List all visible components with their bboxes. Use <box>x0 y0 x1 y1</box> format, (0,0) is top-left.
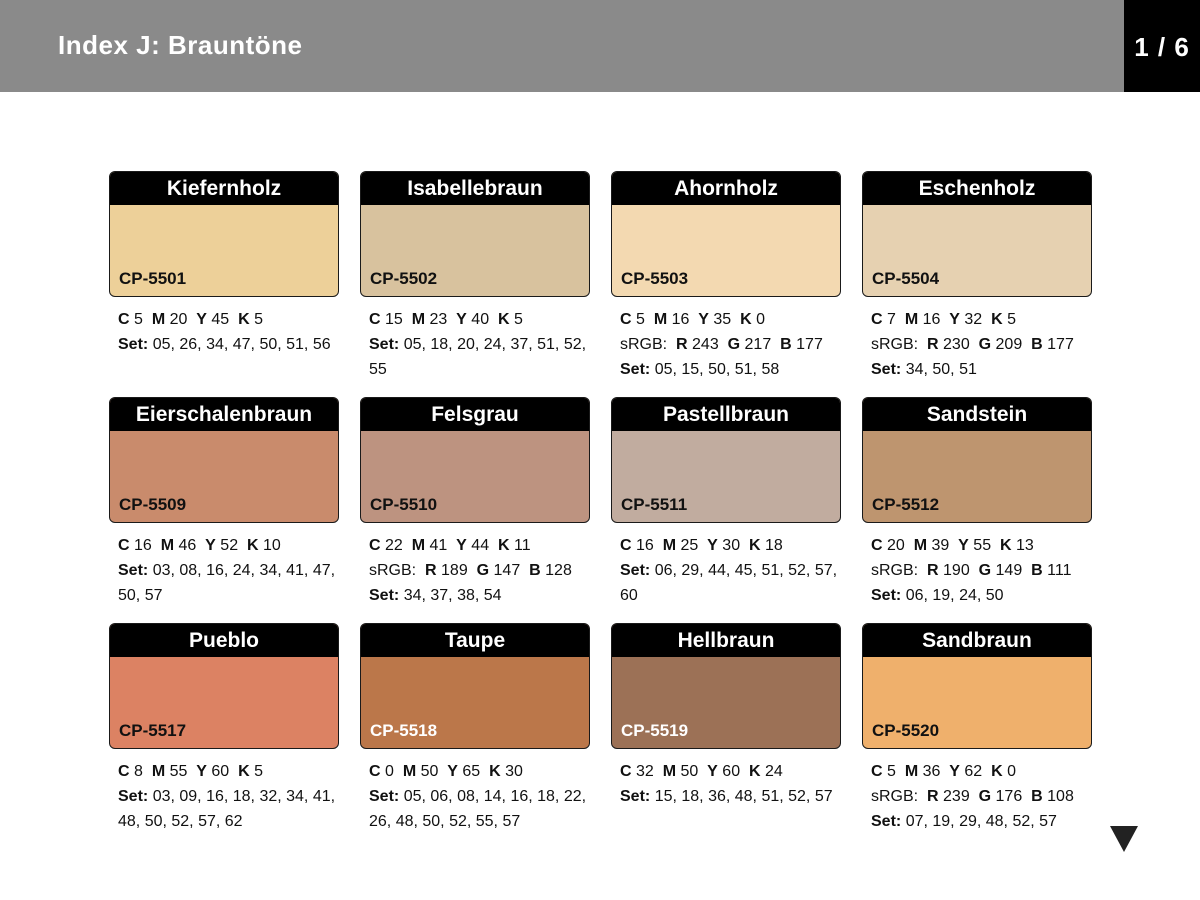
color-swatch <box>109 623 339 749</box>
color-info <box>360 759 591 834</box>
color-swatch <box>611 397 841 523</box>
color-card <box>109 397 339 608</box>
set-line: Set: 05, 15, 50, 51, 58 <box>620 361 780 378</box>
color-code: CP-5510 <box>370 495 438 514</box>
cmyk-line: C 5 M 20 Y 45 K 5 <box>118 311 264 328</box>
color-code: CP-5518 <box>370 721 438 740</box>
color-code: CP-5511 <box>621 495 688 514</box>
color-swatch <box>862 171 1092 297</box>
srgb-line: sRGB: R 189 G 147 B 128 <box>369 562 572 579</box>
color-swatch <box>360 171 590 297</box>
color-info <box>109 533 340 608</box>
color-name: Felsgrau <box>361 398 589 431</box>
cmyk-line: C 22 M 41 Y 44 K 11 <box>369 537 531 554</box>
set-line: Set: 03, 09, 16, 18, 32, 34, 41, 48, 50, 52, 57, 62 <box>118 788 336 830</box>
color-card <box>862 397 1092 608</box>
color-code: CP-5502 <box>370 269 438 288</box>
cmyk-line: C 7 M 16 Y 32 K 5 <box>871 311 1017 328</box>
set-line: Set: 05, 18, 20, 24, 37, 51, 52, 55 <box>369 336 587 378</box>
color-card <box>611 397 841 608</box>
color-name: Taupe <box>361 624 589 657</box>
color-code: CP-5520 <box>872 721 940 740</box>
color-name: Sandstein <box>863 398 1091 431</box>
color-info <box>360 307 591 382</box>
srgb-line: sRGB: R 230 G 209 B 177 <box>871 336 1074 353</box>
color-code: CP-5517 <box>119 721 187 740</box>
color-info <box>862 307 1093 382</box>
color-info <box>862 759 1093 834</box>
color-name: Isabellebraun <box>361 172 589 205</box>
color-code: CP-5509 <box>119 495 187 514</box>
color-swatch <box>862 623 1092 749</box>
srgb-line: sRGB: R 243 G 217 B 177 <box>620 336 823 353</box>
set-line: Set: 34, 37, 38, 54 <box>369 587 502 604</box>
cmyk-line: C 0 M 50 Y 65 K 30 <box>369 763 523 780</box>
color-swatch <box>360 397 590 523</box>
color-card <box>611 171 841 382</box>
cmyk-line: C 16 M 25 Y 30 K 18 <box>620 537 783 554</box>
color-swatch <box>360 623 590 749</box>
color-info <box>360 533 591 608</box>
color-swatch <box>109 171 339 297</box>
color-card <box>611 623 841 809</box>
color-name: Ahornholz <box>612 172 840 205</box>
set-line: Set: 06, 19, 24, 50 <box>871 587 1004 604</box>
color-code: CP-5519 <box>621 721 689 740</box>
color-info <box>611 533 842 608</box>
cmyk-line: C 8 M 55 Y 60 K 5 <box>118 763 264 780</box>
cmyk-line: C 16 M 46 Y 52 K 10 <box>118 537 281 554</box>
color-swatch <box>611 171 841 297</box>
set-line: Set: 05, 26, 34, 47, 50, 51, 56 <box>118 336 331 353</box>
cmyk-line: C 20 M 39 Y 55 K 13 <box>871 537 1034 554</box>
srgb-line: sRGB: R 239 G 176 B 108 <box>871 788 1074 805</box>
set-line: Set: 05, 06, 08, 14, 16, 18, 22, 26, 48, 50, 52, 55, 57 <box>369 788 587 830</box>
color-card <box>109 171 339 357</box>
color-card <box>360 171 590 382</box>
color-code: CP-5512 <box>872 495 940 514</box>
set-line: Set: 34, 50, 51 <box>871 361 977 378</box>
color-card <box>862 623 1092 834</box>
color-name: Pueblo <box>110 624 338 657</box>
page-title: Index J: Brauntöne <box>58 30 303 60</box>
color-info <box>611 759 842 809</box>
color-swatch <box>611 623 841 749</box>
set-line: Set: 03, 08, 16, 24, 34, 41, 47, 50, 57 <box>118 562 336 604</box>
set-line: Set: 15, 18, 36, 48, 51, 52, 57 <box>620 788 833 805</box>
srgb-line: sRGB: R 190 G 149 B 111 <box>871 562 1072 579</box>
color-swatch <box>862 397 1092 523</box>
next-page-arrow-icon[interactable] <box>1110 826 1138 852</box>
color-swatch <box>109 397 339 523</box>
page-indicator <box>1124 0 1200 92</box>
color-info <box>109 759 340 834</box>
color-code: CP-5504 <box>872 269 940 288</box>
color-name: Eierschalenbraun <box>110 398 338 431</box>
color-card <box>360 397 590 608</box>
color-name: Kiefernholz <box>110 172 338 205</box>
color-info <box>862 533 1093 608</box>
cmyk-line: C 5 M 16 Y 35 K 0 <box>620 311 766 328</box>
color-card <box>109 623 339 834</box>
color-name: Sandbraun <box>863 624 1091 657</box>
color-code: CP-5501 <box>119 269 187 288</box>
color-name: Hellbraun <box>612 624 840 657</box>
color-info <box>611 307 842 382</box>
color-info <box>109 307 340 357</box>
color-name: Eschenholz <box>863 172 1091 205</box>
set-line: Set: 07, 19, 29, 48, 52, 57 <box>871 813 1057 830</box>
cmyk-line: C 5 M 36 Y 62 K 0 <box>871 763 1017 780</box>
page-number: 1 / 6 <box>1134 32 1190 62</box>
cmyk-line: C 15 M 23 Y 40 K 5 <box>369 311 523 328</box>
header-bar <box>0 0 1124 92</box>
color-card <box>862 171 1092 382</box>
color-name: Pastellbraun <box>612 398 840 431</box>
set-line: Set: 06, 29, 44, 45, 51, 52, 57, 60 <box>620 562 838 604</box>
color-card <box>360 623 590 834</box>
cmyk-line: C 32 M 50 Y 60 K 24 <box>620 763 783 780</box>
color-code: CP-5503 <box>621 269 689 288</box>
